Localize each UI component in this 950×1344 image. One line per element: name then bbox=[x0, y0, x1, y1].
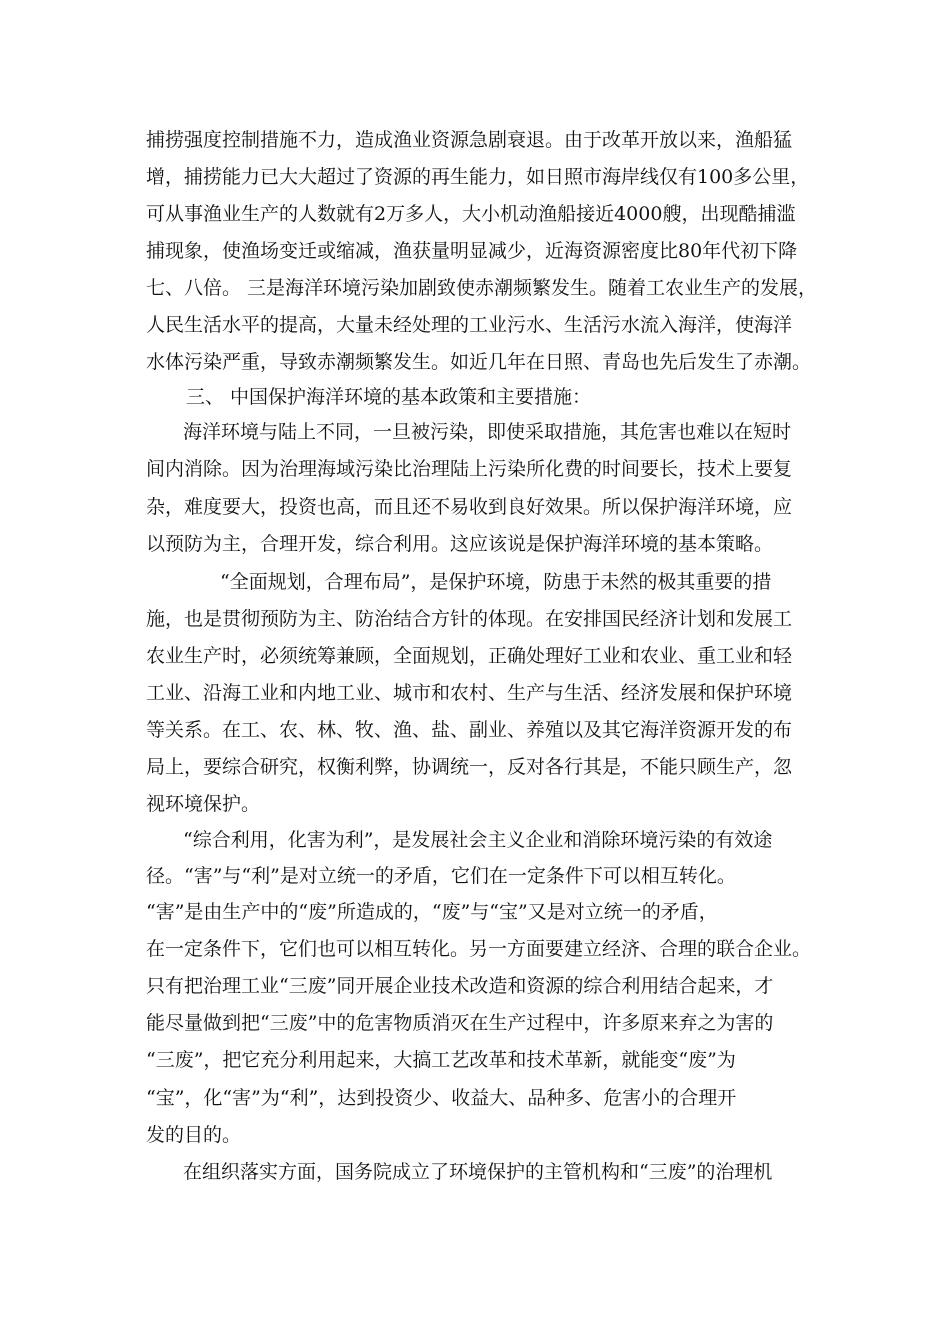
text-line: 海洋环境与陆上不同，一旦被污染，即使采取措施，其危害也难以在短时 bbox=[183, 421, 792, 443]
text-line: 捕现象，使渔场变迁或缩减，渔获量明显减少，近海资源密度比80年代初下降 bbox=[146, 240, 798, 262]
text-line: 捕捞强度控制措施不力，造成渔业资源急剧衰退。由于改革开放以来，渔船猛 bbox=[146, 129, 793, 151]
text-line: 杂，难度要大，投资也高，而且还不易收到良好效果。所以保护海洋环境，应 bbox=[146, 496, 793, 518]
text-line: “三废”，把它充分利用起来，大搞工艺改革和技术革新，就能变“废”为 bbox=[146, 1049, 736, 1071]
text-line: “综合利用，化害为利”，是发展社会主义企业和消除环境污染的有效途 bbox=[183, 829, 773, 851]
text-line: 只有把治理工业“三废”同开展企业技术改造和资源的综合利用结合起来，才 bbox=[146, 975, 774, 997]
section-heading: 三、 中国保护海洋环境的基本政策和主要措施： bbox=[186, 386, 592, 408]
text-line: 发的目的。 bbox=[146, 1124, 242, 1146]
text-line: 在一定条件下，它们也可以相互转化。另一方面要建立经济、合理的联合企业。 bbox=[146, 938, 812, 960]
text-line: 能尽量做到把“三废”中的危害物质消灭在生产过程中，许多原来弃之为害的 bbox=[146, 1012, 774, 1034]
text-line: 工业、沿海工业和内地工业、城市和农村、生产与生活、经济发展和保护环境 bbox=[146, 682, 793, 704]
text-line: 视环境保护。 bbox=[146, 793, 261, 815]
text-line: “全面规划，合理布局”，是保护环境，防患于未然的极其重要的措 bbox=[220, 571, 772, 593]
text-line: 施，也是贯彻预防为主、防治结合方针的体现。在安排国民经济计划和发展工 bbox=[146, 608, 793, 630]
text-line: 局上，要综合研究，权衡利弊，协调统一，反对各行其是，不能只顾生产，忽 bbox=[146, 756, 793, 778]
text-line: 农业生产时，必须统筹兼顾，全面规划，正确处理好工业和农业、重工业和轻 bbox=[146, 645, 793, 667]
text-line: 增，捕捞能力已大大超过了资源的再生能力，如日照市海岸线仅有100多公里， bbox=[146, 166, 810, 188]
text-line: 七、八倍。 三是海洋环境污染加剧致使赤潮频繁发生。随着工农业生产的发展， bbox=[146, 277, 818, 299]
text-line: 以预防为主，合理开发，综合利用。这应该说是保护海洋环境的基本策略。 bbox=[146, 533, 774, 555]
text-line: “害”是由生产中的“废”所造成的，“废”与“宝”又是对立统一的矛盾， bbox=[146, 901, 718, 923]
text-line: 可从事渔业生产的人数就有2万多人，大小机动渔船接近4000艘，出现酷捕滥 bbox=[146, 203, 796, 225]
text-line: “宝”，化“害”为“利”，达到投资少、收益大、品种多、危害小的合理开 bbox=[146, 1087, 737, 1109]
text-line: 径。“害”与“利”是对立统一的矛盾，它们在一定条件下可以相互转化。 bbox=[146, 865, 736, 887]
text-line: 在组织落实方面，国务院成立了环境保护的主管机构和“三废”的治理机 bbox=[183, 1161, 773, 1183]
text-line: 人民生活水平的提高，大量未经处理的工业污水、生活污水流入海洋，使海洋 bbox=[146, 314, 793, 336]
text-line: 等关系。在工、农、林、牧、渔、盐、副业、养殖以及其它海洋资源开发的布 bbox=[146, 719, 793, 741]
text-line: 间内消除。因为治理海域污染比治理陆上污染所化费的时间要长，技术上要复 bbox=[146, 458, 793, 480]
text-line: 水体污染严重，导致赤潮频繁发生。如近几年在日照、青岛也先后发生了赤潮。 bbox=[146, 351, 812, 373]
